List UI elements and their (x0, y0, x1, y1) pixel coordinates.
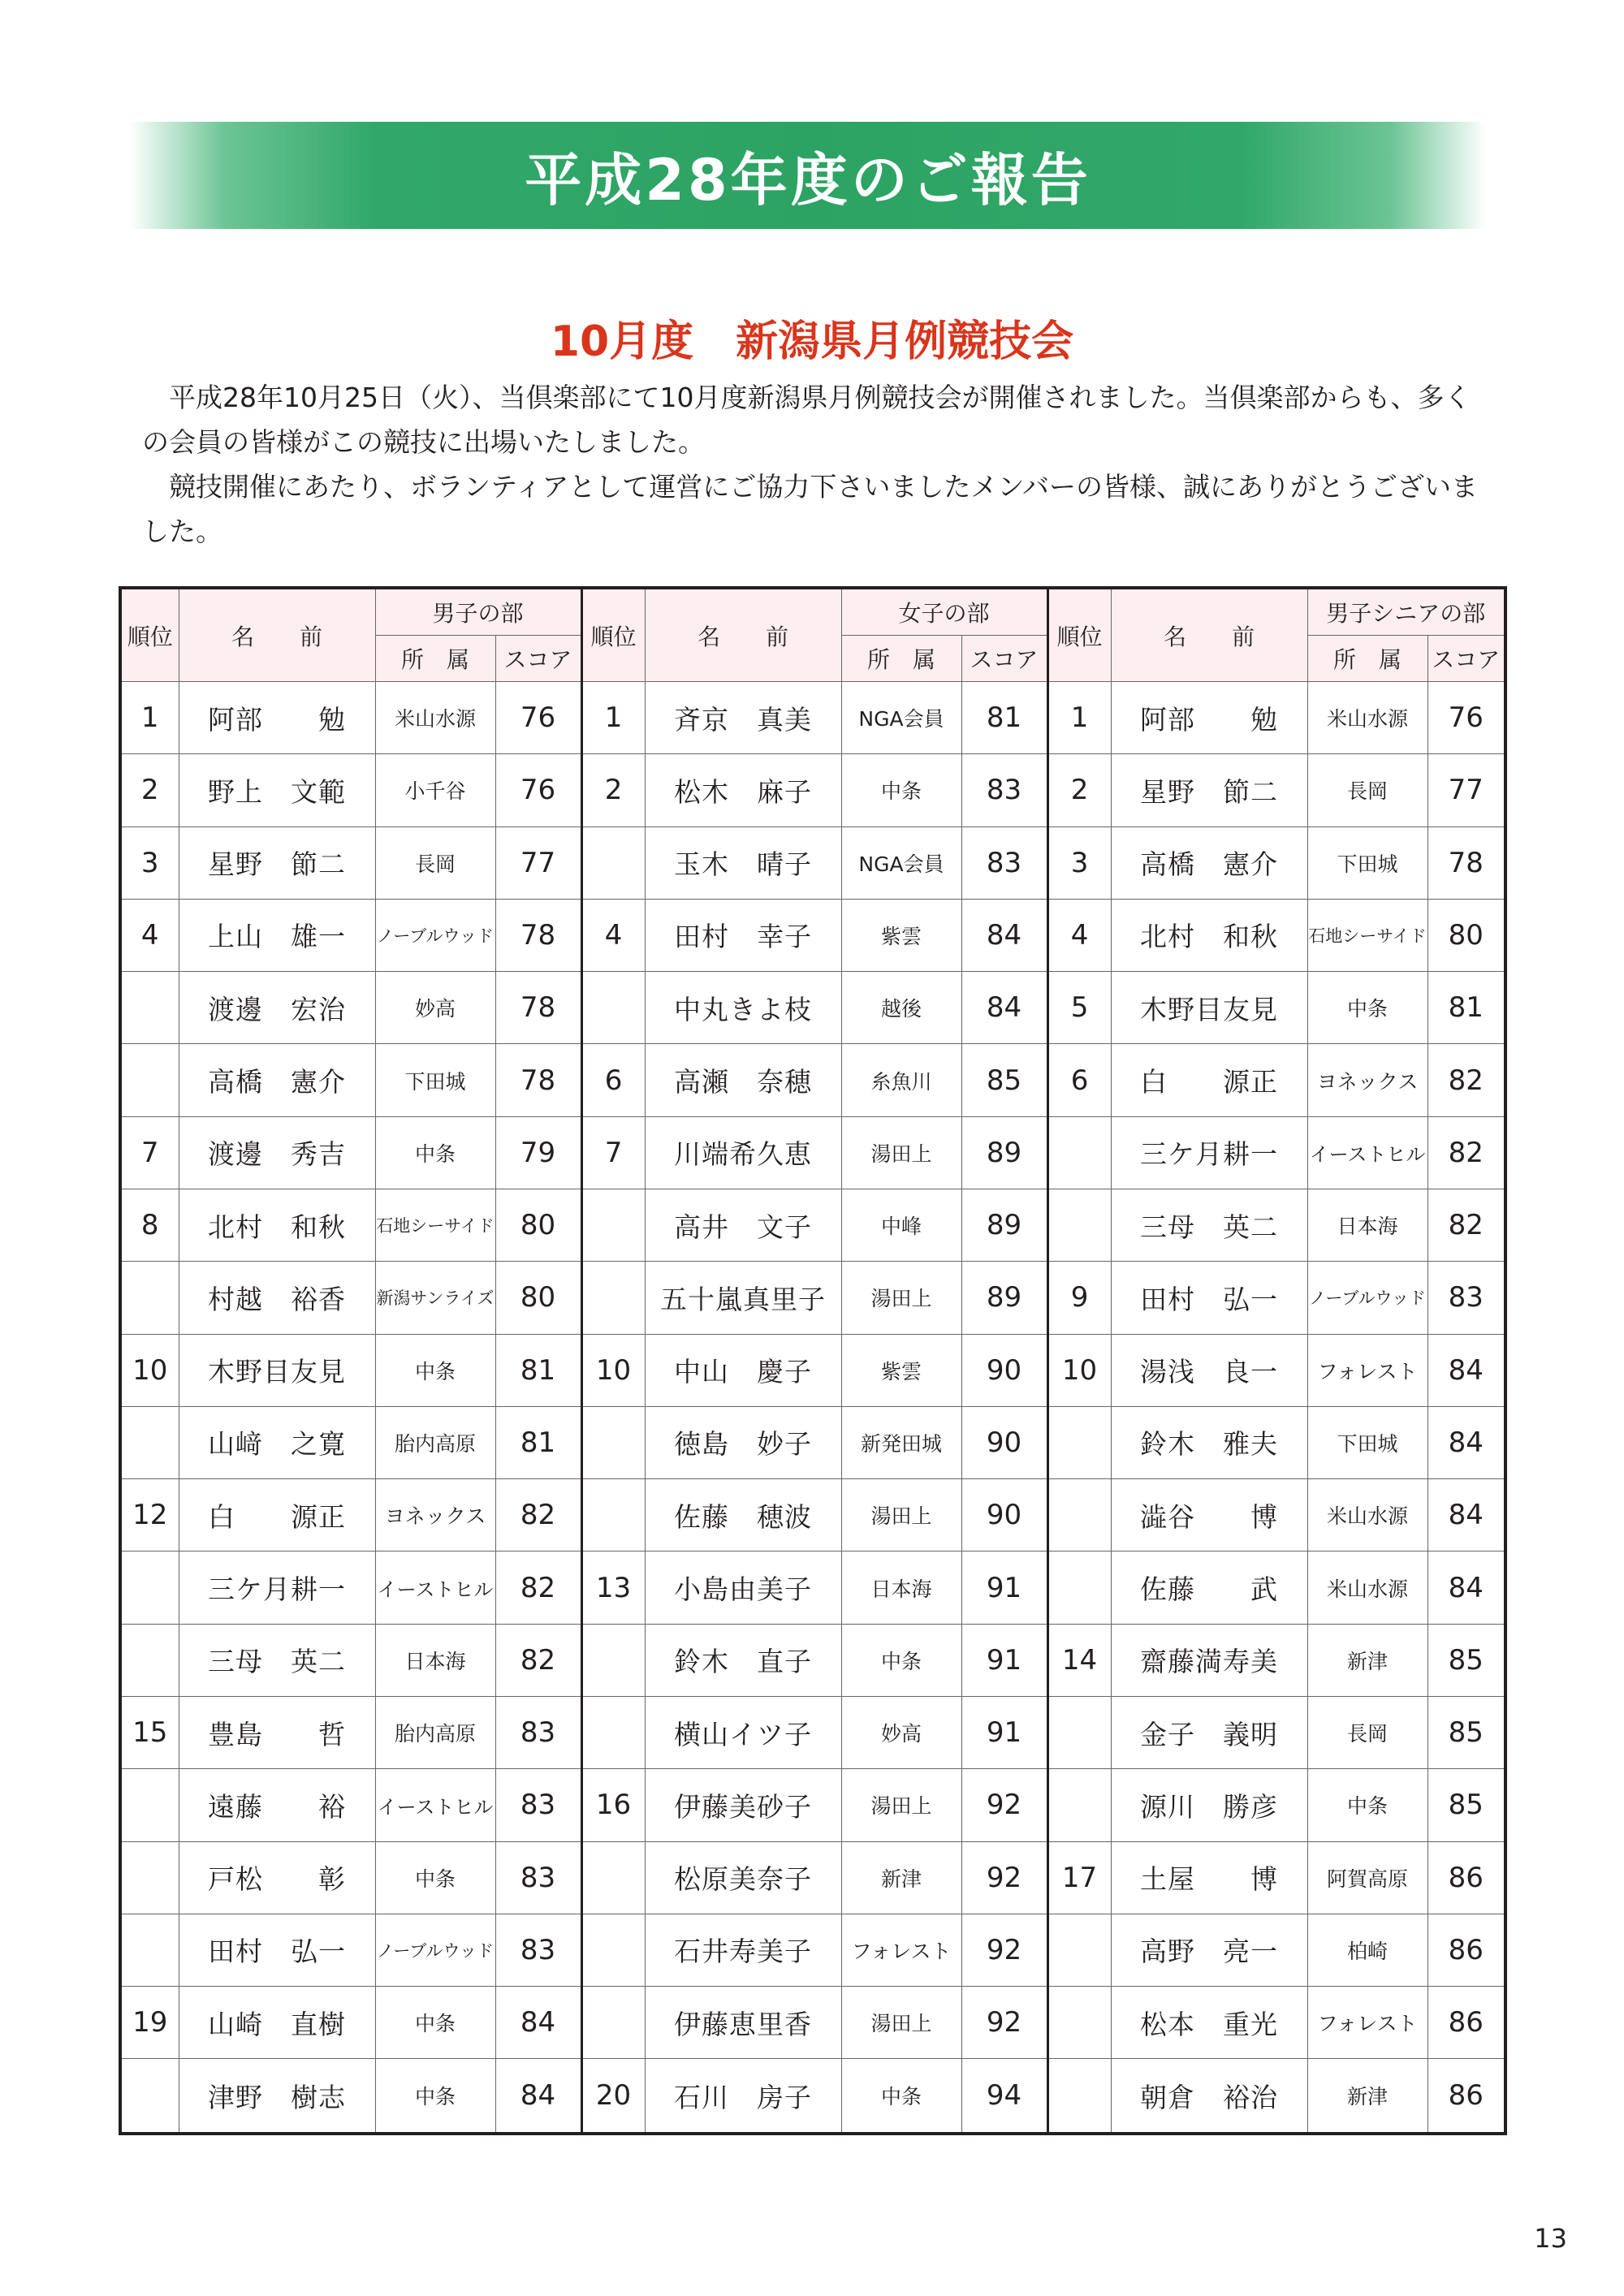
score-cell: 90 (961, 1406, 1047, 1478)
table-row (120, 1624, 1505, 1696)
table-row (120, 1262, 1505, 1334)
name-cell: 伊藤美砂子 (645, 1769, 841, 1841)
affiliation-cell: ノーブルウッド (1307, 1262, 1427, 1334)
affiliation-cell: ノーブルウッド (375, 899, 495, 971)
score-header: スコア (961, 636, 1047, 682)
name-cell: 野上 文範 (179, 754, 375, 826)
affiliation-cell: 米山水源 (1307, 682, 1427, 754)
rank-cell: 6 (1047, 1044, 1111, 1116)
rank-cell (1047, 1479, 1111, 1552)
division-header-men: 男子の部 (375, 588, 581, 636)
rank-cell (581, 1624, 645, 1696)
score-cell: 89 (961, 1189, 1047, 1261)
affiliation-cell: 阿賀高原 (1307, 1841, 1427, 1914)
name-cell: 白 源正 (179, 1479, 375, 1552)
name-cell: 高瀬 奈穂 (645, 1044, 841, 1116)
affiliation-cell: 湯田上 (841, 1479, 961, 1552)
affiliation-header: 所 属 (375, 636, 495, 682)
name-cell: 山崎 直樹 (179, 1987, 375, 2059)
rank-cell: 19 (120, 1987, 179, 2059)
name-cell: 遠藤 裕 (179, 1769, 375, 1841)
rank-cell: 2 (1047, 754, 1111, 826)
affiliation-cell: 新潟サンライズ (375, 1262, 495, 1334)
name-cell: 川端希久恵 (645, 1116, 841, 1189)
name-cell: 湯浅 良一 (1111, 1334, 1307, 1406)
rank-cell (1047, 1914, 1111, 1986)
rank-cell: 15 (120, 1696, 179, 1768)
name-cell: 上山 雄一 (179, 899, 375, 971)
affiliation-cell: 米山水源 (375, 682, 495, 754)
name-cell: 齋藤満寿美 (1111, 1624, 1307, 1696)
score-cell: 92 (961, 1841, 1047, 1914)
name-cell: 金子 義明 (1111, 1696, 1307, 1768)
score-cell: 82 (495, 1624, 581, 1696)
page-number: 13 (1534, 2223, 1567, 2254)
name-cell: 中丸きよ枝 (645, 972, 841, 1044)
score-cell: 82 (1427, 1189, 1505, 1261)
score-cell: 90 (961, 1334, 1047, 1406)
affiliation-header: 所 属 (1307, 636, 1427, 682)
score-cell: 86 (1427, 1914, 1505, 1986)
rank-cell: 5 (1047, 972, 1111, 1044)
score-cell: 92 (961, 1914, 1047, 1986)
name-cell: 阿部 勉 (179, 682, 375, 754)
affiliation-cell: 下田城 (1307, 826, 1427, 899)
score-cell: 83 (961, 826, 1047, 899)
rank-cell (1047, 2059, 1111, 2134)
score-cell: 83 (495, 1696, 581, 1768)
affiliation-cell: 中条 (841, 2059, 961, 2134)
rank-cell: 2 (581, 754, 645, 826)
name-cell: 山﨑 之寛 (179, 1406, 375, 1478)
name-cell: 土屋 博 (1111, 1841, 1307, 1914)
affiliation-cell: 糸魚川 (841, 1044, 961, 1116)
rank-cell (120, 2059, 179, 2134)
score-cell: 82 (1427, 1116, 1505, 1189)
name-cell: 北村 和秋 (179, 1189, 375, 1261)
table-row (120, 1769, 1505, 1841)
intro-paragraph-2: 競技開催にあたり、ボランティアとして運営にご協力下さいましたメンバーの皆様、誠にありがとうございました。 (142, 471, 1479, 547)
affiliation-header: 所 属 (841, 636, 961, 682)
score-cell: 83 (1427, 1262, 1505, 1334)
affiliation-cell: 越後 (841, 972, 961, 1044)
rank-cell: 17 (1047, 1841, 1111, 1914)
affiliation-cell: 胎内高原 (375, 1406, 495, 1478)
score-cell: 82 (495, 1479, 581, 1552)
rank-cell: 10 (581, 1334, 645, 1406)
name-cell: 徳島 妙子 (645, 1406, 841, 1478)
rank-cell: 6 (581, 1044, 645, 1116)
affiliation-cell: フォレスト (1307, 1987, 1427, 2059)
score-cell: 80 (495, 1262, 581, 1334)
name-cell: 木野目友見 (179, 1334, 375, 1406)
name-cell: 横山イツ子 (645, 1696, 841, 1768)
score-cell: 83 (495, 1914, 581, 1986)
score-header: スコア (1427, 636, 1505, 682)
score-cell: 84 (495, 2059, 581, 2134)
score-cell: 94 (961, 2059, 1047, 2134)
affiliation-cell: 胎内高原 (375, 1696, 495, 1768)
score-cell: 91 (961, 1552, 1047, 1624)
rank-cell (581, 1696, 645, 1768)
score-cell: 85 (961, 1044, 1047, 1116)
rank-cell (120, 972, 179, 1044)
affiliation-cell: 湯田上 (841, 1116, 961, 1189)
name-cell: 中山 慶子 (645, 1334, 841, 1406)
name-header: 名 前 (179, 588, 375, 682)
affiliation-cell: 中条 (375, 1116, 495, 1189)
score-cell: 90 (961, 1479, 1047, 1552)
affiliation-cell: 米山水源 (1307, 1552, 1427, 1624)
affiliation-cell: 湯田上 (841, 1262, 961, 1334)
rank-cell (581, 972, 645, 1044)
score-cell: 84 (961, 899, 1047, 971)
rank-cell (1047, 1189, 1111, 1261)
score-cell: 76 (495, 682, 581, 754)
name-cell: 戸松 彰 (179, 1841, 375, 1914)
score-cell: 84 (961, 972, 1047, 1044)
name-cell: 星野 節二 (179, 826, 375, 899)
rank-cell: 4 (581, 899, 645, 971)
affiliation-cell: 小千谷 (375, 754, 495, 826)
affiliation-cell: 中条 (841, 1624, 961, 1696)
name-cell: 村越 裕香 (179, 1262, 375, 1334)
rank-cell (1047, 1769, 1111, 1841)
table-row (120, 682, 1505, 754)
rank-cell (581, 1914, 645, 1986)
rank-cell: 10 (1047, 1334, 1111, 1406)
rank-cell (120, 1262, 179, 1334)
rank-cell (120, 1044, 179, 1116)
affiliation-cell: NGA会員 (841, 682, 961, 754)
affiliation-cell: 新津 (841, 1841, 961, 1914)
name-cell: 石川 房子 (645, 2059, 841, 2134)
score-cell: 77 (495, 826, 581, 899)
rank-cell: 2 (120, 754, 179, 826)
name-cell: 田村 弘一 (1111, 1262, 1307, 1334)
affiliation-cell: 新津 (1307, 1624, 1427, 1696)
affiliation-cell: 日本海 (841, 1552, 961, 1624)
score-cell: 86 (1427, 2059, 1505, 2134)
name-cell: 鈴木 直子 (645, 1624, 841, 1696)
name-header: 名 前 (645, 588, 841, 682)
table-row (120, 1696, 1505, 1768)
affiliation-cell: 米山水源 (1307, 1479, 1427, 1552)
name-cell: 田村 幸子 (645, 899, 841, 971)
affiliation-cell: 長岡 (375, 826, 495, 899)
name-cell: 高野 亮一 (1111, 1914, 1307, 1986)
affiliation-cell: 中条 (841, 754, 961, 826)
affiliation-cell: ヨネックス (1307, 1044, 1427, 1116)
results-table (119, 586, 1507, 2135)
name-cell: 佐藤 穂波 (645, 1479, 841, 1552)
name-cell: 津野 樹志 (179, 2059, 375, 2134)
score-cell: 76 (1427, 682, 1505, 754)
division-header-women: 女子の部 (841, 588, 1047, 636)
name-cell: 高橋 憲介 (179, 1044, 375, 1116)
rank-cell (581, 1987, 645, 2059)
affiliation-cell: 石地シーサイド (375, 1189, 495, 1261)
affiliation-cell: 中条 (375, 1334, 495, 1406)
score-header: スコア (495, 636, 581, 682)
affiliation-cell: 紫雲 (841, 1334, 961, 1406)
rank-cell: 13 (581, 1552, 645, 1624)
name-cell: 松原美奈子 (645, 1841, 841, 1914)
rank-header: 順位 (1047, 588, 1111, 682)
score-cell: 84 (1427, 1406, 1505, 1478)
results-body (120, 682, 1505, 2134)
name-cell: 朝倉 裕治 (1111, 2059, 1307, 2134)
rank-cell (581, 1479, 645, 1552)
rank-cell (120, 1769, 179, 1841)
name-cell: 木野目友見 (1111, 972, 1307, 1044)
affiliation-cell: 日本海 (1307, 1189, 1427, 1261)
name-cell: 五十嵐真里子 (645, 1262, 841, 1334)
affiliation-cell: 下田城 (1307, 1406, 1427, 1478)
table-row (120, 1914, 1505, 1986)
affiliation-cell: 中峰 (841, 1189, 961, 1261)
table-row (120, 1552, 1505, 1624)
score-cell: 85 (1427, 1624, 1505, 1696)
name-cell: 田村 弘一 (179, 1914, 375, 1986)
score-cell: 91 (961, 1696, 1047, 1768)
rank-cell (120, 1914, 179, 1986)
rank-cell (1047, 1987, 1111, 2059)
rank-cell: 3 (120, 826, 179, 899)
name-cell: 玉木 晴子 (645, 826, 841, 899)
score-cell: 89 (961, 1116, 1047, 1189)
name-cell: 白 源正 (1111, 1044, 1307, 1116)
name-cell: 三母 英二 (179, 1624, 375, 1696)
affiliation-cell: 妙高 (375, 972, 495, 1044)
affiliation-cell: 中条 (375, 1987, 495, 2059)
name-cell: 松本 重光 (1111, 1987, 1307, 2059)
rank-cell (120, 1552, 179, 1624)
affiliation-cell: 日本海 (375, 1624, 495, 1696)
affiliation-cell: 紫雲 (841, 899, 961, 971)
name-cell: 鈴木 雅夫 (1111, 1406, 1307, 1478)
score-cell: 84 (1427, 1334, 1505, 1406)
name-cell: 阿部 勉 (1111, 682, 1307, 754)
division-header-senior: 男子シニアの部 (1307, 588, 1505, 636)
score-cell: 82 (1427, 1044, 1505, 1116)
score-cell: 81 (1427, 972, 1505, 1044)
name-cell: 源川 勝彦 (1111, 1769, 1307, 1841)
table-row (120, 826, 1505, 899)
name-cell: 佐藤 武 (1111, 1552, 1307, 1624)
rank-cell: 4 (120, 899, 179, 971)
score-cell: 85 (1427, 1769, 1505, 1841)
rank-cell (581, 1262, 645, 1334)
score-cell: 81 (961, 682, 1047, 754)
affiliation-cell: 中条 (1307, 1769, 1427, 1841)
rank-header: 順位 (581, 588, 645, 682)
affiliation-cell: 石地シーサイド (1307, 899, 1427, 971)
name-cell: 斉京 真美 (645, 682, 841, 754)
table-row (120, 1334, 1505, 1406)
affiliation-cell: イーストヒル (375, 1769, 495, 1841)
rank-cell: 10 (120, 1334, 179, 1406)
score-cell: 83 (495, 1769, 581, 1841)
page-title: 平成28年度のご報告 (525, 146, 1091, 214)
score-cell: 78 (1427, 826, 1505, 899)
name-cell: 伊藤恵里香 (645, 1987, 841, 2059)
score-cell: 77 (1427, 754, 1505, 826)
rank-cell (581, 1841, 645, 1914)
affiliation-cell: 長岡 (1307, 1696, 1427, 1768)
name-cell: 三ケ月耕一 (1111, 1116, 1307, 1189)
section-subtitle: 10月度 新潟県月例競技会 (550, 317, 1074, 366)
table-row (120, 1044, 1505, 1116)
name-cell: 高井 文子 (645, 1189, 841, 1261)
score-cell: 84 (1427, 1552, 1505, 1624)
score-cell: 80 (1427, 899, 1505, 971)
score-cell: 92 (961, 1987, 1047, 2059)
table-row (120, 1116, 1505, 1189)
rank-cell (120, 1406, 179, 1478)
rank-cell: 1 (120, 682, 179, 754)
name-cell: 渡邊 秀吉 (179, 1116, 375, 1189)
score-cell: 78 (495, 1044, 581, 1116)
table-row (120, 899, 1505, 971)
rank-cell (581, 1406, 645, 1478)
score-cell: 86 (1427, 1987, 1505, 2059)
affiliation-cell: イーストヒル (375, 1552, 495, 1624)
rank-cell: 9 (1047, 1262, 1111, 1334)
title-banner (130, 122, 1486, 229)
affiliation-cell: 新発田城 (841, 1406, 961, 1478)
name-cell: 小島由美子 (645, 1552, 841, 1624)
score-cell: 80 (495, 1189, 581, 1261)
score-cell: 85 (1427, 1696, 1505, 1768)
rank-cell (1047, 1116, 1111, 1189)
affiliation-cell: 妙高 (841, 1696, 961, 1768)
rank-cell (581, 826, 645, 899)
name-cell: 高橋 憲介 (1111, 826, 1307, 899)
rank-cell: 20 (581, 2059, 645, 2134)
rank-cell: 1 (1047, 682, 1111, 754)
table-row (120, 1479, 1505, 1552)
name-cell: 渡邊 宏治 (179, 972, 375, 1044)
rank-cell (1047, 1552, 1111, 1624)
table-row (120, 1189, 1505, 1261)
affiliation-cell: イーストヒル (1307, 1116, 1427, 1189)
affiliation-cell: 中条 (375, 2059, 495, 2134)
affiliation-cell: 中条 (375, 1841, 495, 1914)
table-row (120, 1841, 1505, 1914)
score-cell: 86 (1427, 1841, 1505, 1914)
rank-cell: 3 (1047, 826, 1111, 899)
affiliation-cell: 長岡 (1307, 754, 1427, 826)
score-cell: 89 (961, 1262, 1047, 1334)
affiliation-cell: 湯田上 (841, 1987, 961, 2059)
affiliation-cell: 下田城 (375, 1044, 495, 1116)
rank-cell: 7 (581, 1116, 645, 1189)
affiliation-cell: 柏崎 (1307, 1914, 1427, 1986)
name-cell: 豊島 哲 (179, 1696, 375, 1768)
score-cell: 83 (495, 1841, 581, 1914)
table-row (120, 2059, 1505, 2134)
name-header: 名 前 (1111, 588, 1307, 682)
score-cell: 92 (961, 1769, 1047, 1841)
affiliation-cell: 湯田上 (841, 1769, 961, 1841)
name-cell: 澁谷 博 (1111, 1479, 1307, 1552)
table-row (120, 972, 1505, 1044)
rank-cell: 12 (120, 1479, 179, 1552)
rank-cell: 14 (1047, 1624, 1111, 1696)
score-cell: 83 (961, 754, 1047, 826)
table-row (120, 1987, 1505, 2059)
rank-cell (120, 1841, 179, 1914)
rank-header: 順位 (120, 588, 179, 682)
score-cell: 78 (495, 899, 581, 971)
score-cell: 81 (495, 1334, 581, 1406)
rank-cell: 16 (581, 1769, 645, 1841)
affiliation-cell: 中条 (1307, 972, 1427, 1044)
rank-cell: 8 (120, 1189, 179, 1261)
score-cell: 78 (495, 972, 581, 1044)
score-cell: 84 (1427, 1479, 1505, 1552)
intro-text (142, 375, 1490, 554)
intro-paragraph-1: 平成28年10月25日（火）、当倶楽部にて10月度新潟県月例競技会が開催されました。当倶楽部からも、多くの会員の皆様がこの競技に出場いたしました。 (142, 382, 1471, 458)
name-cell: 三ケ月耕一 (179, 1552, 375, 1624)
table-row (120, 1406, 1505, 1478)
rank-cell (120, 1624, 179, 1696)
affiliation-cell: NGA会員 (841, 826, 961, 899)
rank-cell (581, 1189, 645, 1261)
rank-cell: 7 (120, 1116, 179, 1189)
rank-cell (1047, 1696, 1111, 1768)
name-cell: 星野 節二 (1111, 754, 1307, 826)
affiliation-cell: フォレスト (841, 1914, 961, 1986)
rank-cell (1047, 1406, 1111, 1478)
name-cell: 松木 麻子 (645, 754, 841, 826)
name-cell: 北村 和秋 (1111, 899, 1307, 971)
name-cell: 三母 英二 (1111, 1189, 1307, 1261)
affiliation-cell: ノーブルウッド (375, 1914, 495, 1986)
affiliation-cell: フォレスト (1307, 1334, 1427, 1406)
rank-cell: 4 (1047, 899, 1111, 971)
score-cell: 84 (495, 1987, 581, 2059)
affiliation-cell: 新津 (1307, 2059, 1427, 2134)
score-cell: 79 (495, 1116, 581, 1189)
name-cell: 石井寿美子 (645, 1914, 841, 1986)
rank-cell: 1 (581, 682, 645, 754)
score-cell: 81 (495, 1406, 581, 1478)
score-cell: 82 (495, 1552, 581, 1624)
score-cell: 91 (961, 1624, 1047, 1696)
affiliation-cell: ヨネックス (375, 1479, 495, 1552)
table-row (120, 754, 1505, 826)
score-cell: 76 (495, 754, 581, 826)
